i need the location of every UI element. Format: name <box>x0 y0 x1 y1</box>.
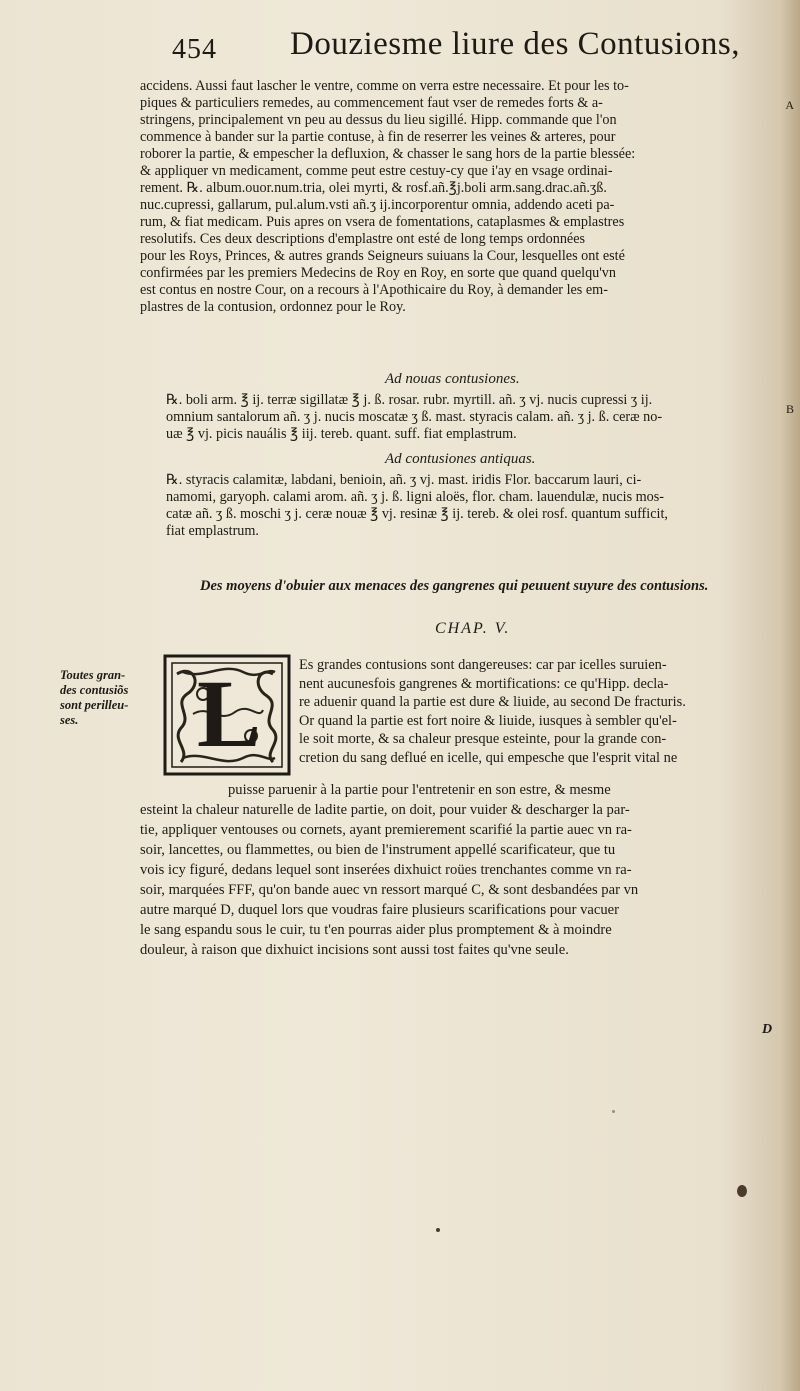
running-title: Douziesme liure des Contusions, <box>290 26 740 62</box>
text-line: accidens. Aussi faut lascher le ventre, comme on verra estre necessaire. Et pour les to- <box>140 78 629 94</box>
text-line: nuc.cupressi, gallarum, pul.alum.vsti añ.ʒ ij.incorporentur omnia, addendo aceti pa- <box>140 197 615 213</box>
chapter-number: CHAP. V. <box>435 620 511 637</box>
recipe-heading-new: Ad nouas contusiones. <box>385 371 520 387</box>
text-line: soir, lancettes, ou flammettes, ou bien de l'instrument appellé scarificateur, que tu <box>140 842 616 858</box>
ink-blot <box>737 1185 747 1197</box>
text-line: pour les Roys, Princes, & autres grands Seigneurs suiuans la Cour, lesquelles ont esté <box>140 248 625 264</box>
recipe-new <box>166 392 778 443</box>
margin-note-line: des contusiõs <box>60 683 129 697</box>
recipe-line: namomi, garyoph. calami arom. añ. ʒ j. ß. ligni aloës, flor. cham. lauendulæ, nucis mos- <box>166 489 665 505</box>
text-line: esteint la chaleur naturelle de ladite partie, on doit, pour vuider & descharger la par- <box>140 802 630 818</box>
chapter-title: Des moyens d'obuier aux menaces des gangrenes qui peuuent suyure des contusions. <box>200 578 709 594</box>
margin-letter-b: B <box>785 402 794 416</box>
recipe-old <box>166 472 778 540</box>
text-line: resolutifs. Ces deux descriptions d'emplastre ont esté de long temps ordonnées <box>140 231 586 247</box>
text-line: stringens, principalement vn peu au dessus du lieu sigillé. Hipp. commande que l'on <box>140 112 617 128</box>
recipe-line: uæ ℥ vj. picis nauális ℥ iij. tereb. quant. suff. fiat emplastrum. <box>166 426 517 442</box>
text-line: autre marqué D, duquel lors que voudras faire plusieurs scarifications pour vacuer <box>140 902 619 918</box>
text-line: piques & particuliers remedes, au commencement faut vser de remedes forts & a- <box>140 95 603 111</box>
text-line: rement. ℞. album.ouor.num.tria, olei myrti, & rosf.añ.℥j.boli arm.sang.drac.añ.ʒß. <box>140 180 607 196</box>
decorated-initial <box>163 654 291 776</box>
margin-note-line: Toutes gran- <box>60 668 126 682</box>
recipe-line: ℞. styracis calamitæ, labdani, benioin, añ. ʒ vj. mast. iridis Flor. baccarum lauri, ci- <box>166 472 642 488</box>
margin-letter-a: A <box>785 98 794 112</box>
margin-note-line: sont perilleu- <box>60 698 129 712</box>
catchword: D <box>762 1022 773 1037</box>
text-line: confirmées par les premiers Medecins de Roy en Roy, en sorte que quand quelqu'vn <box>140 265 616 281</box>
text-line: Or quand la partie est fort noire & liuide, iusques à sembler qu'el- <box>299 712 677 729</box>
page-header <box>172 26 772 74</box>
text-line: Es grandes contusions sont dangereuses: car par icelles suruien- <box>299 657 667 673</box>
text-line: le soit morte, & sa chaleur presque esteinte, pour la grande con- <box>299 731 667 748</box>
text-line: nent aucunesfois gangrenes & mortifications: ce qu'Hipp. decla- <box>299 675 669 692</box>
text-line: est contus en nostre Cour, on a recours à l'Apothicaire du Roy, à demander les em- <box>140 282 608 298</box>
ink-speck <box>436 1228 440 1232</box>
text-line: roborer la partie, & empescher la defluxion, & chasser le sang hors de la partie blessée: <box>140 146 636 162</box>
recipe-line: ℞. boli arm. ℥ ij. terræ sigillatæ ℥ j. ß. rosar. rubr. myrtill. añ. ʒ vj. nucis cupressi ʒ ij. <box>166 392 653 408</box>
chapter-text-full <box>140 780 780 960</box>
text-line: vois icy figuré, dedans lequel sont inserées dixhuict roües trenchantes comme vn ra- <box>140 862 632 878</box>
text-line: re aduenir quand la partie est dure & liuide, au second De fracturis. <box>299 694 686 711</box>
recipe-line: omnium santalorum añ. ʒ j. nucis moscatæ ʒ ß. mast. styracis calam. añ. ʒ j. ß. ceræ no- <box>166 409 663 425</box>
text-line: puisse paruenir à la partie pour l'entretenir en son estre, & mesme <box>228 782 611 798</box>
top-paragraph <box>140 78 780 316</box>
text-line: soir, marquées FFF, qu'on bande auec vn ressort marqué C, & sont desbandées par vn <box>140 882 639 898</box>
text-line: & appliquer vn medicament, comme peut estre cestuy-cy que i'ay en vsage ordinai- <box>140 163 613 179</box>
text-line: rum, & fiat medicam. Puis apres on vsera de fomentations, cataplasmes & emplastres <box>140 214 625 230</box>
recipe-line: catæ añ. ʒ ß. moschi ʒ j. ceræ nouæ ℥ vj. resinæ ℥ ij. tereb. & olei rosf. quantum sufficit, <box>166 506 668 522</box>
initial-letter: L <box>197 660 262 767</box>
recipe-line: fiat emplastrum. <box>166 523 259 539</box>
margin-note-line: ses. <box>60 713 79 727</box>
text-line: tie, appliquer ventouses ou cornets, ayant premierement scarifié la partie auec vn ra- <box>140 822 632 838</box>
text-line: douleur, à raison que dixhuict incisions sont aussi tost faites qu'vne seule. <box>140 942 569 958</box>
page-edge-shadow <box>778 0 800 1391</box>
text-line: plastres de la contusion, ordonnez pour le Roy. <box>140 299 406 315</box>
recipe-heading-old: Ad contusiones antiquas. <box>385 451 536 467</box>
text-line: cretion du sang deflué en icelle, qui empesche que l'esprit vital ne <box>299 749 678 766</box>
margin-note <box>60 668 150 728</box>
text-line: le sang espandu sous le cuir, tu t'en pourras aider plus promptement & à moindre <box>140 922 612 938</box>
text-line: commence à bander sur la partie contuse, à fin de reserrer les veines & arteres, pour <box>140 129 616 145</box>
chapter-text-indented <box>299 656 777 768</box>
ink-speck <box>612 1110 615 1113</box>
page-number: 454 <box>172 34 217 65</box>
